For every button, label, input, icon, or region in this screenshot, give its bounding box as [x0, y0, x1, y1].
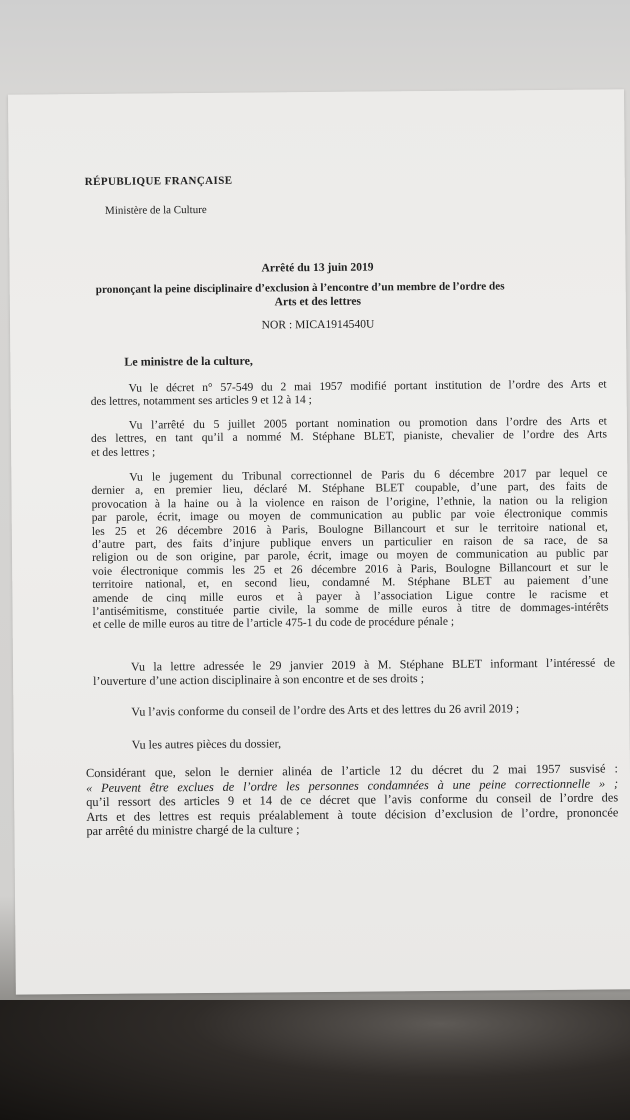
- text-line: religion ou de son origine, par parole, écrit, image ou moyen de communication au public par: [92, 546, 609, 565]
- text-line: Arts et des lettres est requis préalablement à toute décision d’exclusion de l’ordre, prononcée: [86, 805, 619, 824]
- text-line: territoire national, et, en second lieu, condamné M. Stéphane BLET au paiement d’une: [92, 573, 609, 592]
- paragraph-letter: [93, 655, 615, 688]
- paragraph-judgment: [91, 466, 608, 631]
- text-line: des lettres, en tant qu’il a nommé M. Stéphane BLET, pianiste, chevalier de l’ordre des Arts: [90, 427, 608, 446]
- text-line: Vu le décret n° 57-549 du 2 mai 1957 modifié portant institution de l’ordre des Arts et: [128, 377, 607, 395]
- ministry-name: Ministère de la Culture: [104, 203, 207, 217]
- paragraph-council-opinion: Vu l’avis conforme du conseil de l’ordre des Arts et des lettres du 26 avril 2019 ;: [131, 701, 520, 719]
- paragraph-arrete-2005: [91, 414, 607, 459]
- republic-header: RÉPUBLIQUE FRANÇAISE: [84, 174, 233, 189]
- text-line: l’ouverture d’une action disciplinaire à son encontre et de ses droits ;: [93, 671, 425, 688]
- document-page: [8, 89, 630, 994]
- text-line: voie électronique commis les 25 et 26 décembre 2016 à Paris, Boulogne Billancourt et sur le: [92, 560, 609, 578]
- quoted-article-text: « Peuvent être exclues de l’ordre les personnes condamnées à une peine correctionnelle » ;: [86, 775, 619, 795]
- text-line: Vu le jugement du Tribunal correctionnel de Paris du 6 décembre 2017 par lequel ce: [129, 466, 608, 484]
- minister-heading: Le ministre de la culture,: [124, 353, 253, 369]
- text-line: qu’il ressort des articles 9 et 14 de ce décret que l’avis conforme du conseil de l’ordre des: [86, 790, 619, 810]
- text-line: amende de cinq mille euros et à payer à l’association Ligue contre le racisme et: [92, 587, 609, 605]
- decree-title-line1: prononçant la peine disciplinaire d’exclusion à l’encontre d’un membre de l’ordre des: [95, 280, 505, 296]
- text-line: dernier a, en premier lieu, déclaré M. Stéphane BLET coupable, d’une part, des faits de: [91, 479, 608, 498]
- paragraph-considering: [86, 761, 619, 839]
- text-line: Vu la lettre adressée le 29 janvier 2019 à M. Stéphane BLET informant l’intéressé de: [130, 655, 616, 674]
- text-line: Considérant que, selon le dernier alinéa de l’article 12 du décret du 2 mai 1957 susvisé :: [85, 761, 618, 781]
- text-line: et des lettres ;: [91, 445, 156, 459]
- text-line: et celle de mille euros au titre de l’article 475-1 du code de procédure pénale ;: [92, 615, 455, 632]
- text-line: par parole, écrit, image ou moyen de communication au public par voie électronique commis: [91, 506, 608, 525]
- text-line: provocation à la haine ou à la violence en raison de l’origine, l’ethnie, la nation ou la religion: [91, 493, 608, 511]
- text-line: les 25 et 26 décembre 2016 à Paris, Boulogne Billancourt et sur le territoire national et,: [91, 520, 608, 538]
- table-surface: [0, 1000, 630, 1120]
- decree-title-line2: Arts et des lettres: [274, 294, 362, 309]
- text-line: Vu l’arrêté du 5 juillet 2005 portant nomination ou promotion dans l’ordre des Arts et: [128, 414, 607, 432]
- text-line: l’antisémitisme, constituée partie civile, la somme de mille euros à titre de dommages-intérêts: [92, 600, 609, 619]
- paragraph-decree-1957: [91, 377, 607, 408]
- text-line: des lettres, notamment ses articles 9 et 12 à 14 ;: [90, 393, 312, 409]
- nor-reference: NOR : MICA1914540U: [261, 317, 375, 332]
- decree-date: Arrêté du 13 juin 2019: [261, 260, 374, 275]
- text-line: par arrêté du ministre chargé de la culture ;: [86, 822, 300, 839]
- paragraph-other-documents: Vu les autres pièces du dossier,: [131, 736, 282, 752]
- text-line: d’autre part, des faits d’injure publique envers un particulier en raison de sa race, de sa: [91, 533, 608, 552]
